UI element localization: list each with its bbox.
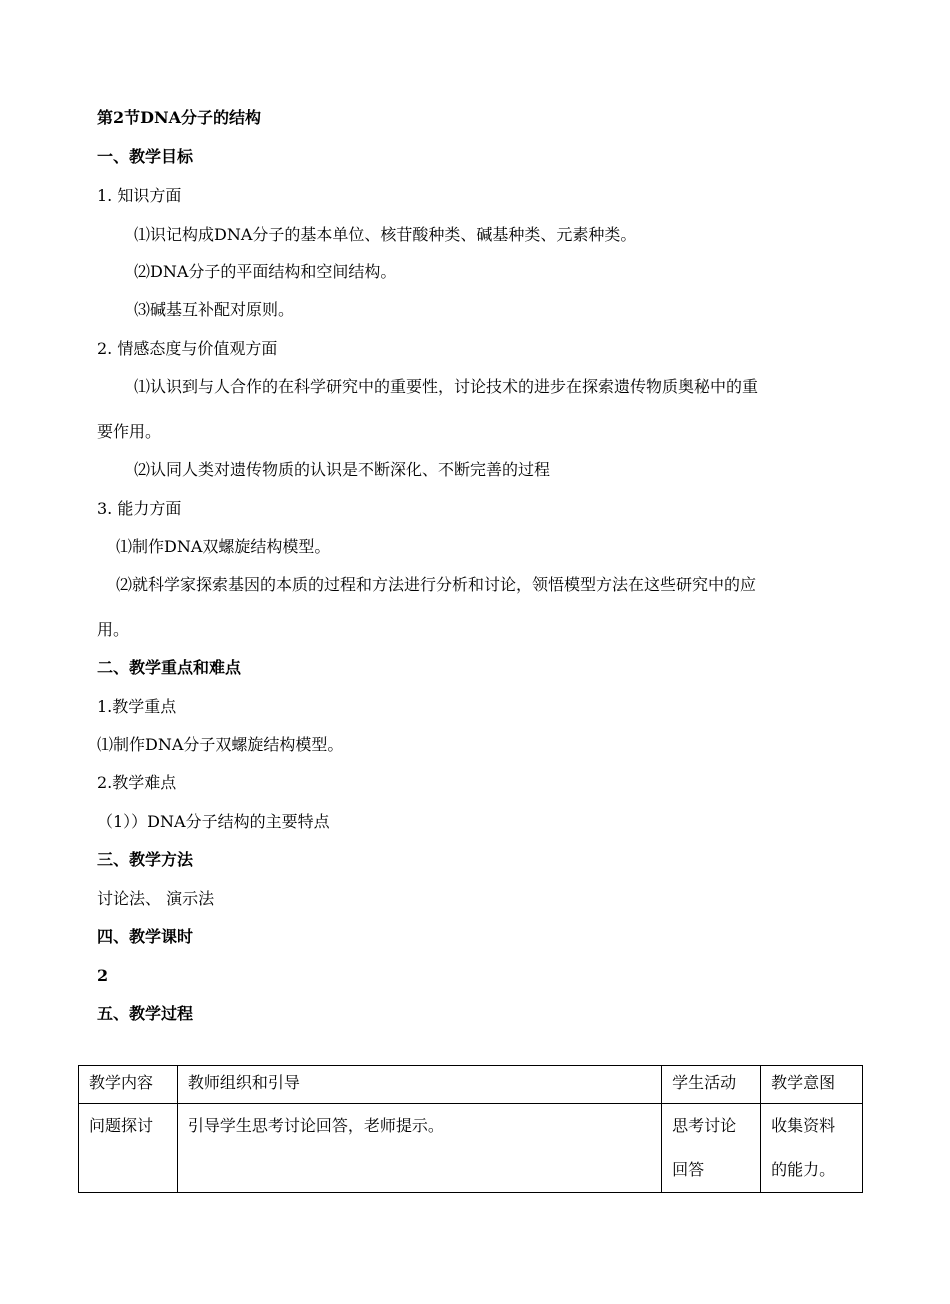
ability-point-2-line-1: ⑵就科学家探索基因的本质的过程和方法进行分析和讨论，领悟模型方法在这些研究中的应 <box>116 575 757 594</box>
header-content: 教学内容 <box>79 1066 178 1104</box>
section-heading-process: 五、教学过程 <box>97 1004 194 1023</box>
header-intent: 教学意图 <box>761 1066 863 1104</box>
cell-activity-line-1: 思考讨论 <box>672 1116 737 1135</box>
section-heading-objectives: 一、教学目标 <box>97 147 194 166</box>
attitude-point-1-line-2: 要作用。 <box>97 422 162 441</box>
header-activity: 学生活动 <box>662 1066 761 1104</box>
difficulty-point: （1））DNA分子结构的主要特点 <box>97 812 330 831</box>
header-guide: 教师组织和引导 <box>177 1066 661 1104</box>
difficulty-heading: 2.教学难点 <box>97 773 177 792</box>
cell-intent-line-1: 收集资料 <box>771 1116 836 1135</box>
knowledge-point-1: ⑴识记构成DNA分子的基本单位、核苷酸种类、碱基种类、元素种类。 <box>134 225 637 244</box>
lesson-title: 第2节DNA分子的结构 <box>97 108 262 127</box>
key-heading: 1.教学重点 <box>97 697 177 716</box>
methods-content: 讨论法、 演示法 <box>97 889 215 908</box>
cell-activity-line-2: 回答 <box>672 1160 705 1179</box>
hours-content: 2 <box>97 966 109 985</box>
knowledge-point-2: ⑵DNA分子的平面结构和空间结构。 <box>134 262 397 281</box>
attitude-heading: 2. 情感态度与价值观方面 <box>97 339 278 358</box>
ability-point-2-line-2: 用。 <box>97 620 130 639</box>
attitude-point-1-line-1: ⑴认识到与人合作的在科学研究中的重要性，讨论技术的进步在探索遗传物质奥秘中的重 <box>134 377 759 396</box>
knowledge-point-3: ⑶碱基互补配对原则。 <box>134 300 295 319</box>
ability-heading: 3. 能力方面 <box>97 499 182 518</box>
cell-content: 问题探讨 <box>79 1104 178 1193</box>
cell-guide: 引导学生思考讨论回答，老师提示。 <box>177 1104 661 1193</box>
attitude-point-2: ⑵认同人类对遗传物质的认识是不断深化、不断完善的过程 <box>134 460 551 479</box>
teaching-process-table <box>78 1065 863 1193</box>
table-header-row <box>79 1066 863 1104</box>
ability-point-1: ⑴制作DNA双螺旋结构模型。 <box>116 537 331 556</box>
cell-intent <box>761 1104 863 1193</box>
knowledge-heading: 1. 知识方面 <box>97 186 182 205</box>
section-heading-hours: 四、教学课时 <box>97 927 194 946</box>
table-row <box>79 1104 863 1193</box>
cell-activity <box>662 1104 761 1193</box>
section-heading-methods: 三、教学方法 <box>97 850 194 869</box>
key-point: ⑴制作DNA分子双螺旋结构模型。 <box>97 735 344 754</box>
cell-intent-line-2: 的能力。 <box>771 1160 836 1179</box>
section-heading-key-difficult: 二、教学重点和难点 <box>97 658 242 677</box>
